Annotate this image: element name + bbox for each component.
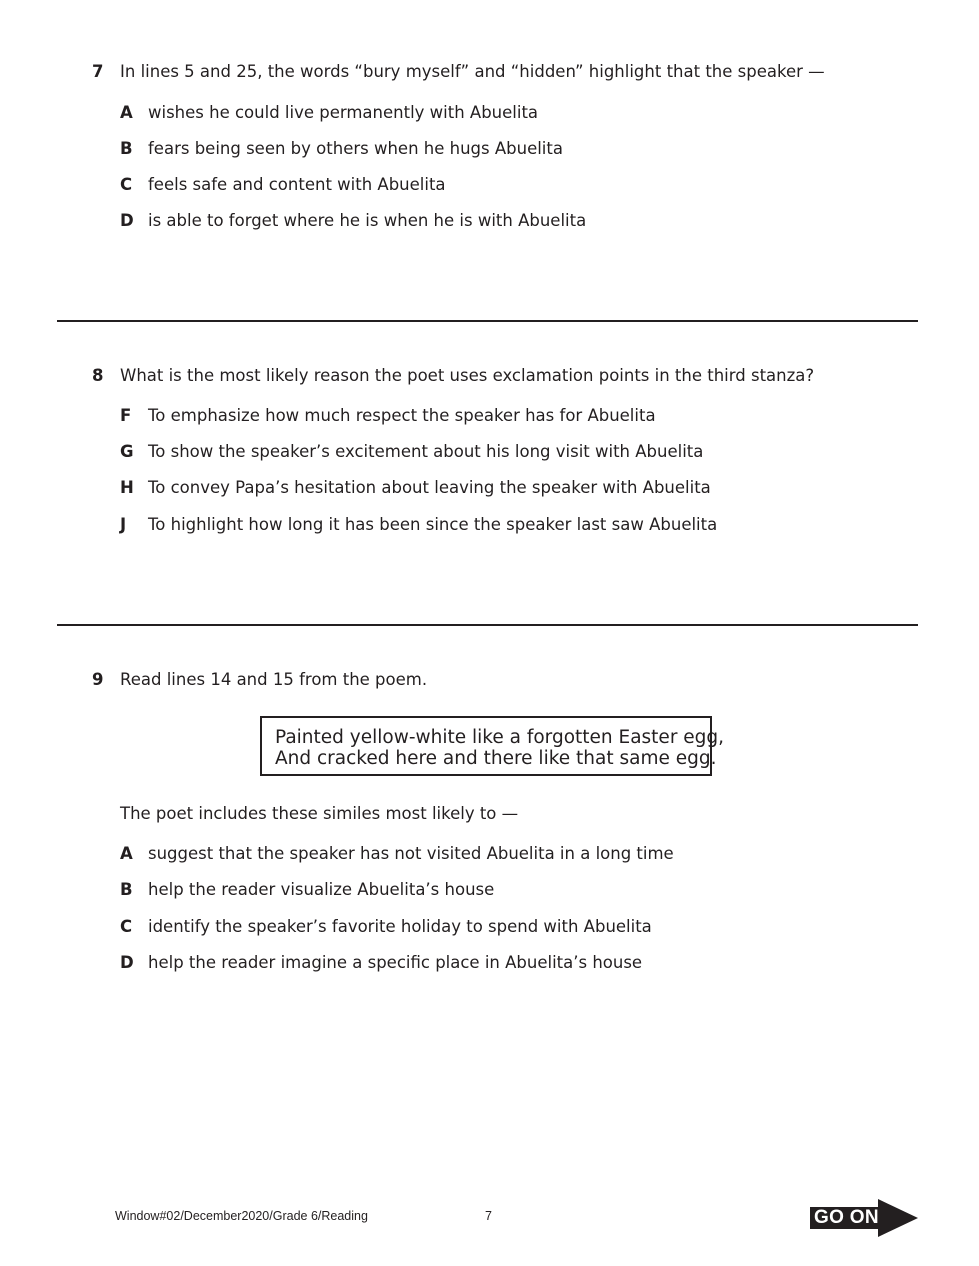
section-divider: [57, 320, 918, 322]
option-letter: A: [120, 844, 133, 863]
question-stem-text: The poet includes these similes most likely to —: [120, 804, 519, 823]
option-letter: H: [120, 478, 134, 497]
poem-excerpt-box: [260, 716, 725, 776]
go-on-label: GO ON: [814, 1207, 879, 1228]
option-letter: F: [120, 406, 132, 425]
question-number: 9: [92, 670, 104, 689]
option-letter: D: [120, 953, 134, 972]
go-on-indicator: [810, 1199, 920, 1237]
question-text: In lines 5 and 25, the words “bury myself” and “hidden” highlight that the speaker —: [120, 62, 825, 81]
option-letter: J: [120, 515, 127, 534]
option-text: feels safe and content with Abuelita: [148, 175, 446, 194]
option-text: fears being seen by others when he hugs Abuelita: [148, 139, 563, 158]
option-letter: A: [120, 103, 133, 122]
option-letter: G: [120, 442, 134, 461]
page-number: 7: [485, 1209, 492, 1223]
section-divider: [57, 624, 918, 626]
option-letter: C: [120, 175, 133, 194]
option-text: To convey Papa’s hesitation about leaving the speaker with Abuelita: [148, 478, 711, 497]
option-text: To emphasize how much respect the speaker has for Abuelita: [148, 406, 656, 425]
option-text: help the reader imagine a specific place in Abuelita’s house: [148, 953, 643, 972]
option-letter: B: [120, 880, 133, 899]
right-arrow-icon: [878, 1199, 918, 1237]
option-text: To highlight how long it has been since the speaker last saw Abuelita: [148, 515, 718, 534]
option-text: wishes he could live permanently with Abuelita: [148, 103, 539, 122]
question-number: 8: [92, 366, 104, 385]
option-text: suggest that the speaker has not visited Abuelita in a long time: [148, 844, 674, 863]
option-letter: C: [120, 917, 133, 936]
poem-line-15: And cracked here and there like that same egg.: [275, 748, 717, 769]
footer-source: Window#02/December2020/Grade 6/Reading: [115, 1209, 368, 1223]
question-text: Read lines 14 and 15 from the poem.: [120, 670, 428, 689]
question-number: 7: [92, 62, 104, 81]
option-text: To show the speaker’s excitement about his long visit with Abuelita: [148, 442, 704, 461]
question-stem: [120, 804, 518, 823]
option-letter: B: [120, 139, 133, 158]
option-text: is able to forget where he is when he is with Abuelita: [148, 211, 587, 230]
option-letter: D: [120, 211, 134, 230]
question-text: What is the most likely reason the poet uses exclamation points in the third stanza?: [120, 366, 815, 385]
option-text: help the reader visualize Abuelita’s house: [148, 880, 495, 899]
poem-line-14: Painted yellow-white like a forgotten Easter egg,: [275, 727, 725, 748]
option-text: identify the speaker’s favorite holiday to spend with Abuelita: [148, 917, 652, 936]
